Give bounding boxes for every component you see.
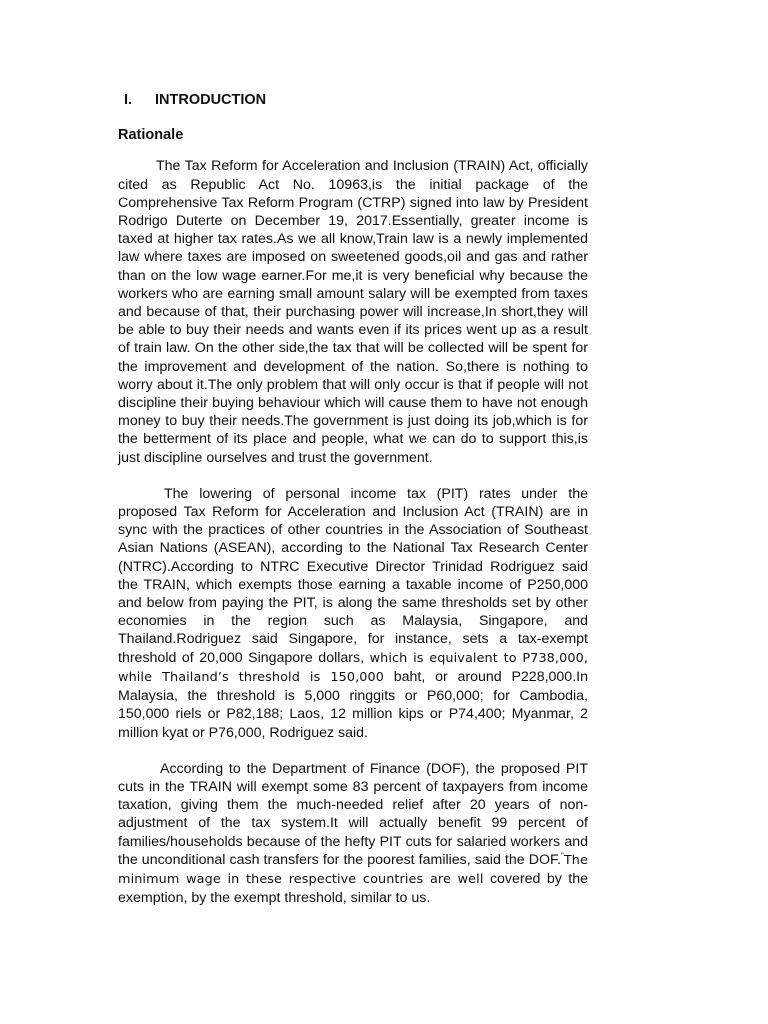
paragraph-2 bbox=[118, 485, 588, 742]
paragraph-3-part-b: The minimum wage in these respective countries are well bbox=[118, 852, 588, 887]
paragraph-3-part-c: covered by the exemption, by the exempt threshold, similar to us. bbox=[118, 870, 588, 907]
paragraph-2-part-c: baht, or around P228,000.In Malaysia, the threshold is 5,000 ringgits or P60,000; for Cambodia, 150,000 riels or P82,188; Laos, 12 million kips or P74,400; Myanmar, 2 million kyat or P76,000, Rodriguez said. bbox=[118, 668, 588, 741]
section-title: INTRODUCTION bbox=[155, 92, 267, 108]
paragraph-2-part-b: which is equivalent to P738,000, while Thailand’s threshold is 150,000 bbox=[118, 650, 588, 685]
section-number: I. bbox=[124, 92, 133, 108]
paragraph-3-part-a: According to the Department of Finance (DOF), the proposed PIT cuts in the TRAIN will exempt some 83 percent of taxpayers from income taxation, giving them the much-needed relief after 20 years of non-adjustment of the tax system.It will actually benefit 99 percent of families/households because of the hefty PIT cuts for salaried workers and the unconditional cash transfers for the poorest families, said the DOF. bbox=[118, 760, 588, 868]
paragraph-2-part-a: The lowering of personal income tax (PIT) rates under the proposed Tax Reform for Acceleration and Inclusion Act (TRAIN) are in sync with the practices of other countries in the Association of Southeast Asian Nations (ASEAN), according to the National Tax Research Center (NTRC).According to NTRC Executive Director Trinidad Rodriguez said the TRAIN, which exempts those earning a taxable income of P250,000 and below from paying the PIT, is along the same thresholds set by other economies in the region such as Malaysia, Singapore, and Thailand.Rodriguez said Singapore, for instance, sets a tax-exempt threshold of 20,000 Singapore dollars, bbox=[118, 485, 588, 666]
footnote-marker-icon: " bbox=[561, 850, 564, 860]
document-content bbox=[118, 91, 588, 925]
paragraph-3 bbox=[118, 760, 588, 908]
section-heading bbox=[124, 91, 588, 109]
paragraph-1: The Tax Reform for Acceleration and Inclusion (TRAIN) Act, officially cited as Republic Act No. 10963,is the initial package of the Comprehensive Tax Reform Program (CTRP) signed into law by President Rodrigo Duterte on December 19, 2017.Essentially, greater income is taxed at higher tax rates.As we all know,Train law is a newly implemented law where taxes are imposed on sweetened goods,oil and gas and rather than on the low wage earner.For me,it is very beneficial why because the workers who are earning small amount salary will be exempted from taxes and because of that, their purchasing power will increase,In short,they will be able to buy their needs and wants even if its prices went up as a result of train law. On the other side,the tax that will be collected will be spent for the improvement and development of the nation. So,there is nothing to worry about it.The only problem that will only occur is that if people will not discipline their buying behaviour which will cause them to have not enough money to buy their needs.The government is just doing its job,which is for the betterment of its place and people, what we can do to support this,is just discipline ourselves and trust the government. bbox=[118, 158, 588, 466]
subheading-rationale: Rationale bbox=[118, 127, 184, 144]
